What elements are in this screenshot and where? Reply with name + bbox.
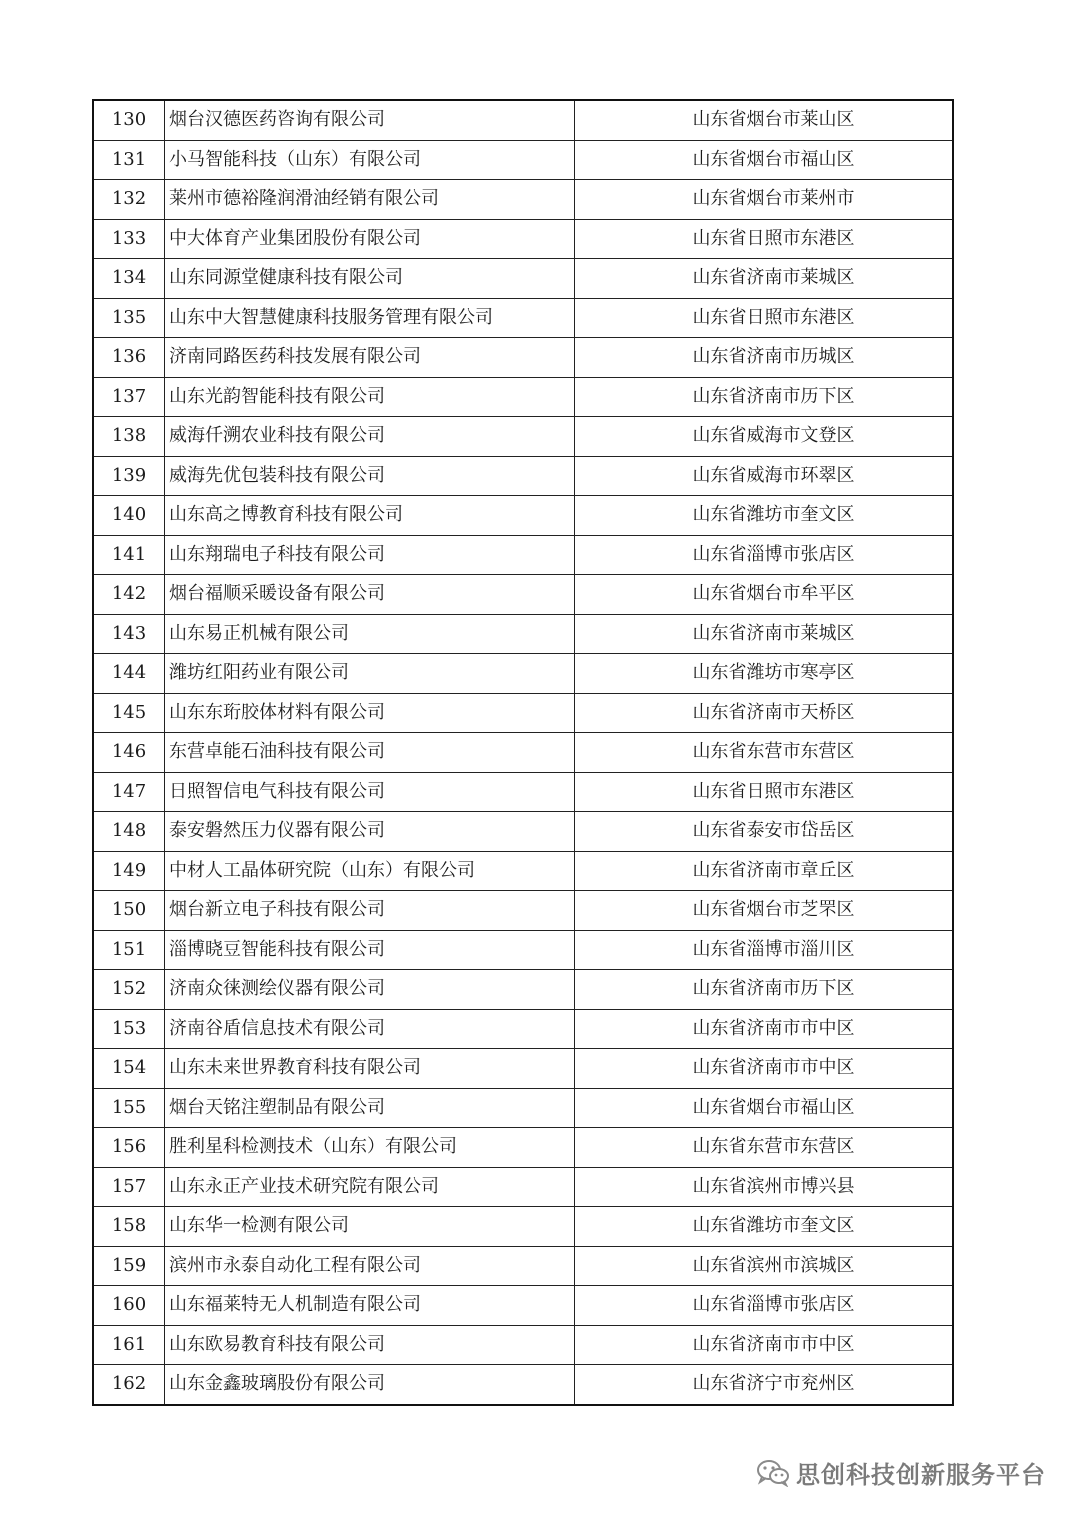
company-region: 山东省烟台市牟平区: [575, 575, 954, 615]
company-name: 烟台新立电子科技有限公司: [165, 891, 575, 931]
table-row: [93, 1088, 953, 1128]
table-row: [93, 456, 953, 496]
table-row: [93, 298, 953, 338]
table-row: [93, 1365, 953, 1405]
company-name: 烟台天铭注塑制品有限公司: [165, 1088, 575, 1128]
table-row: [93, 772, 953, 812]
table-row: [93, 891, 953, 931]
company-region: 山东省烟台市福山区: [575, 140, 954, 180]
row-number: 143: [93, 614, 165, 654]
row-number: 162: [93, 1365, 165, 1405]
company-region: 山东省潍坊市奎文区: [575, 496, 954, 536]
company-region: 山东省济南市章丘区: [575, 851, 954, 891]
company-name: 胜利星科检测技术（山东）有限公司: [165, 1128, 575, 1168]
row-number: 159: [93, 1246, 165, 1286]
table-row: [93, 1286, 953, 1326]
table-row: [93, 930, 953, 970]
row-number: 149: [93, 851, 165, 891]
table-row: [93, 733, 953, 773]
table-row: [93, 100, 953, 140]
company-region: 山东省烟台市福山区: [575, 1088, 954, 1128]
table-row: [93, 1167, 953, 1207]
row-number: 134: [93, 259, 165, 299]
row-number: 141: [93, 535, 165, 575]
table-row: [93, 496, 953, 536]
company-region: 山东省济南市市中区: [575, 1049, 954, 1089]
table-row: [93, 1049, 953, 1089]
table-row: [93, 1207, 953, 1247]
table-row: [93, 259, 953, 299]
company-name: 东营卓能石油科技有限公司: [165, 733, 575, 773]
table-row: [93, 970, 953, 1010]
row-number: 139: [93, 456, 165, 496]
company-region: 山东省东营市东营区: [575, 733, 954, 773]
watermark: [756, 1455, 1046, 1490]
row-number: 135: [93, 298, 165, 338]
company-name: 莱州市德裕隆润滑油经销有限公司: [165, 180, 575, 220]
company-region: 山东省泰安市岱岳区: [575, 812, 954, 852]
company-name: 山东欧易教育科技有限公司: [165, 1325, 575, 1365]
company-name: 烟台汉德医药咨询有限公司: [165, 100, 575, 140]
company-name: 山东光韵智能科技有限公司: [165, 377, 575, 417]
company-region: 山东省济南市历下区: [575, 970, 954, 1010]
company-region: 山东省东营市东营区: [575, 1128, 954, 1168]
company-region: 山东省济宁市兖州区: [575, 1365, 954, 1405]
company-region: 山东省淄博市淄川区: [575, 930, 954, 970]
company-name: 山东东珩胶体材料有限公司: [165, 693, 575, 733]
company-region: 山东省淄博市张店区: [575, 535, 954, 575]
table-row: [93, 812, 953, 852]
company-region: 山东省日照市东港区: [575, 219, 954, 259]
company-name: 山东未来世界教育科技有限公司: [165, 1049, 575, 1089]
row-number: 158: [93, 1207, 165, 1247]
row-number: 142: [93, 575, 165, 615]
company-name: 山东翔瑞电子科技有限公司: [165, 535, 575, 575]
company-name: 山东同源堂健康科技有限公司: [165, 259, 575, 299]
table-row: [93, 180, 953, 220]
row-number: 161: [93, 1325, 165, 1365]
company-name: 山东华一检测有限公司: [165, 1207, 575, 1247]
row-number: 137: [93, 377, 165, 417]
table-row: [93, 377, 953, 417]
table-row: [93, 535, 953, 575]
company-name: 潍坊红阳药业有限公司: [165, 654, 575, 694]
table-row: [93, 1246, 953, 1286]
row-number: 155: [93, 1088, 165, 1128]
company-region: 山东省济南市历城区: [575, 338, 954, 378]
company-region: 山东省日照市东港区: [575, 772, 954, 812]
table-row: [93, 219, 953, 259]
table-row: [93, 1325, 953, 1365]
company-name: 小马智能科技（山东）有限公司: [165, 140, 575, 180]
row-number: 131: [93, 140, 165, 180]
table-row: [93, 693, 953, 733]
row-number: 146: [93, 733, 165, 773]
row-number: 145: [93, 693, 165, 733]
company-name: 威海仟溯农业科技有限公司: [165, 417, 575, 457]
row-number: 154: [93, 1049, 165, 1089]
company-name: 日照智信电气科技有限公司: [165, 772, 575, 812]
table-row: [93, 575, 953, 615]
row-number: 148: [93, 812, 165, 852]
company-region: 山东省日照市东港区: [575, 298, 954, 338]
company-name: 山东高之博教育科技有限公司: [165, 496, 575, 536]
company-name: 山东永正产业技术研究院有限公司: [165, 1167, 575, 1207]
table-row: [93, 654, 953, 694]
row-number: 140: [93, 496, 165, 536]
company-region: 山东省滨州市滨城区: [575, 1246, 954, 1286]
company-name: 中材人工晶体研究院（山东）有限公司: [165, 851, 575, 891]
row-number: 132: [93, 180, 165, 220]
table-row: [93, 614, 953, 654]
company-name: 济南众徕测绘仪器有限公司: [165, 970, 575, 1010]
table-row: [93, 851, 953, 891]
row-number: 160: [93, 1286, 165, 1326]
table-row: [93, 1009, 953, 1049]
company-name: 山东金鑫玻璃股份有限公司: [165, 1365, 575, 1405]
company-name: 烟台福顺采暖设备有限公司: [165, 575, 575, 615]
company-region: 山东省烟台市芝罘区: [575, 891, 954, 931]
company-region: 山东省济南市莱城区: [575, 259, 954, 299]
company-region: 山东省济南市市中区: [575, 1009, 954, 1049]
company-region: 山东省济南市天桥区: [575, 693, 954, 733]
company-name: 威海先优包装科技有限公司: [165, 456, 575, 496]
company-name: 济南谷盾信息技术有限公司: [165, 1009, 575, 1049]
table-row: [93, 140, 953, 180]
company-region: 山东省济南市莱城区: [575, 614, 954, 654]
company-name: 淄博晓豆智能科技有限公司: [165, 930, 575, 970]
company-region: 山东省烟台市莱州市: [575, 180, 954, 220]
row-number: 152: [93, 970, 165, 1010]
company-name: 滨州市永泰自动化工程有限公司: [165, 1246, 575, 1286]
company-name: 山东中大智慧健康科技服务管理有限公司: [165, 298, 575, 338]
company-name: 山东福莱特无人机制造有限公司: [165, 1286, 575, 1326]
row-number: 153: [93, 1009, 165, 1049]
watermark-text: 思创科技创新服务平台: [796, 1461, 1046, 1489]
company-region: 山东省淄博市张店区: [575, 1286, 954, 1326]
wechat-icon: [756, 1459, 790, 1487]
company-region: 山东省威海市文登区: [575, 417, 954, 457]
row-number: 151: [93, 930, 165, 970]
company-region: 山东省威海市环翠区: [575, 456, 954, 496]
company-region: 山东省潍坊市奎文区: [575, 1207, 954, 1247]
company-region: 山东省滨州市博兴县: [575, 1167, 954, 1207]
company-name: 济南同路医药科技发展有限公司: [165, 338, 575, 378]
company-region: 山东省济南市历下区: [575, 377, 954, 417]
table-row: [93, 338, 953, 378]
table-row: [93, 1128, 953, 1168]
row-number: 136: [93, 338, 165, 378]
row-number: 157: [93, 1167, 165, 1207]
row-number: 150: [93, 891, 165, 931]
company-name: 山东易正机械有限公司: [165, 614, 575, 654]
row-number: 130: [93, 100, 165, 140]
company-region: 山东省潍坊市寒亭区: [575, 654, 954, 694]
row-number: 156: [93, 1128, 165, 1168]
table-body: [93, 100, 953, 1405]
company-region: 山东省烟台市莱山区: [575, 100, 954, 140]
company-region: 山东省济南市市中区: [575, 1325, 954, 1365]
row-number: 147: [93, 772, 165, 812]
row-number: 144: [93, 654, 165, 694]
table-row: [93, 417, 953, 457]
row-number: 133: [93, 219, 165, 259]
row-number: 138: [93, 417, 165, 457]
company-list-table: [92, 99, 954, 1406]
company-name: 中大体育产业集团股份有限公司: [165, 219, 575, 259]
company-name: 泰安磐然压力仪器有限公司: [165, 812, 575, 852]
